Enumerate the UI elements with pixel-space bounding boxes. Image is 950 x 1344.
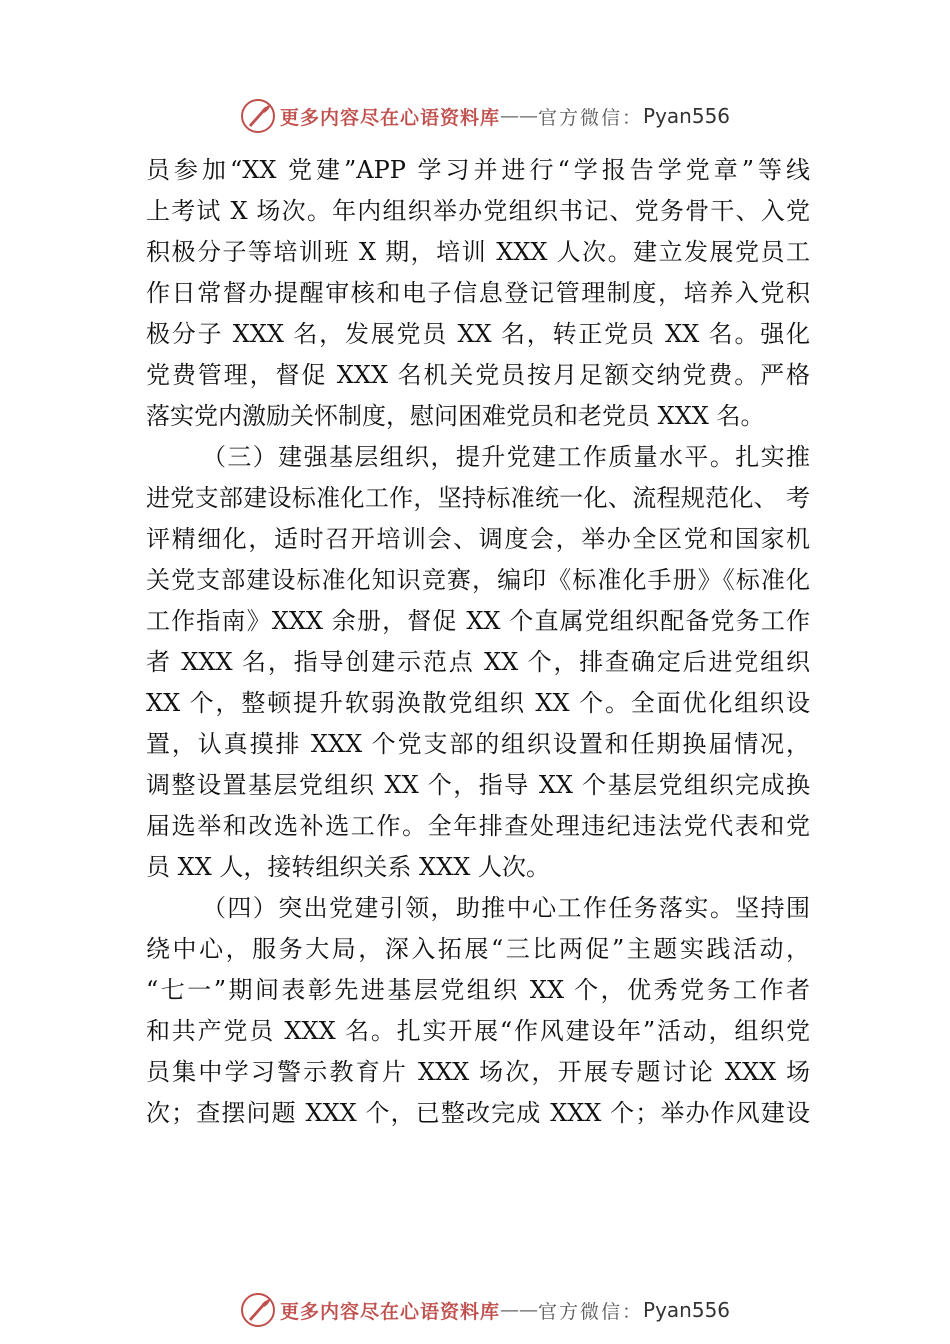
watermark-text: 更多内容尽在心语资料库 [280,1300,501,1323]
footer-watermark [240,1290,731,1330]
document-body [146,150,810,1134]
text-line: 落实党内激励关怀制度，慰问困难党员和老党员 XXX 名。 [146,402,765,430]
text-line: 极分子 XXX 名，发展党员 XX 名，转正党员 XX 名。强化 [146,320,810,348]
text-line: 者 XXX 名，指导创建示范点 XX 个，排查确定后进党组织 [146,648,810,676]
watermark-text: 更多内容尽在心语资料库 [280,106,501,129]
text-line: 绕中心，服务大局，深入拓展“三比两促”主题实践活动， [146,935,810,963]
watermark-wechat-id: Pyan556 [643,1298,731,1322]
quill-logo-icon [240,98,276,134]
text-line: 员参加“XX 党建”APP 学习并进行“学报告学党章”等线 [146,156,810,184]
text-line: 进党支部建设标准化工作，坚持标准统一化、流程规范化、 考 [146,484,810,512]
text-line: 和共产党员 XXX 名。扎实开展“作风建设年”活动，组织党 [146,1017,810,1045]
text-line: 党费管理，督促 XXX 名机关党员按月足额交纳党费。严格 [146,361,810,389]
watermark-wechat-id: Pyan556 [643,104,731,128]
header-watermark [240,96,731,136]
watermark-dash: —— [500,105,539,127]
text-line: 置，认真摸排 XXX 个党支部的组织设置和任期换届情况， [146,730,810,758]
quill-logo-icon [240,1292,276,1328]
text-line: 工作指南》XXX 余册，督促 XX 个直属党组织配备党务工作 [146,607,810,635]
text-line: XX 个，整顿提升软弱涣散党组织 XX 个。全面优化组织设 [146,689,810,717]
text-line: 次；查摆问题 XXX 个，已整改完成 XXX 个；举办作风建设 [146,1099,810,1127]
text-line: 届选举和改选补选工作。全年排查处理违纪违法党代表和党 [146,812,810,840]
text-line: 员集中学习警示教育片 XXX 场次，开展专题讨论 XXX 场 [146,1058,810,1086]
text-line: 员 XX 人，接转组织关系 XXX 人次。 [146,853,550,881]
watermark-dash: —— [500,1299,539,1321]
text-line: “七一”期间表彰先进基层党组织 XX 个，优秀党务工作者 [146,976,810,1004]
text-line: （三）建强基层组织，提升党建工作质量水平。扎实推 [202,443,810,471]
text-line: 积极分子等培训班 X 期，培训 XXX 人次。建立发展党员工 [146,238,810,266]
text-line: 评精细化，适时召开培训会、调度会，举办全区党和国家机 [146,525,810,553]
watermark-wechat-label: 官方微信： [538,106,644,129]
text-line: （四）突出党建引领，助推中心工作任务落实。坚持围 [202,894,810,922]
watermark-wechat-label: 官方微信： [538,1300,644,1323]
text-line: 调整设置基层党组织 XX 个，指导 XX 个基层党组织完成换 [146,771,810,799]
text-line: 关党支部建设标准化知识竞赛，编印《标准化手册》《标准化 [146,566,810,594]
text-line: 上考试 X 场次。年内组织举办党组织书记、党务骨干、入党 [146,197,810,225]
text-line: 作日常督办提醒审核和电子信息登记管理制度，培养入党积 [146,279,810,307]
